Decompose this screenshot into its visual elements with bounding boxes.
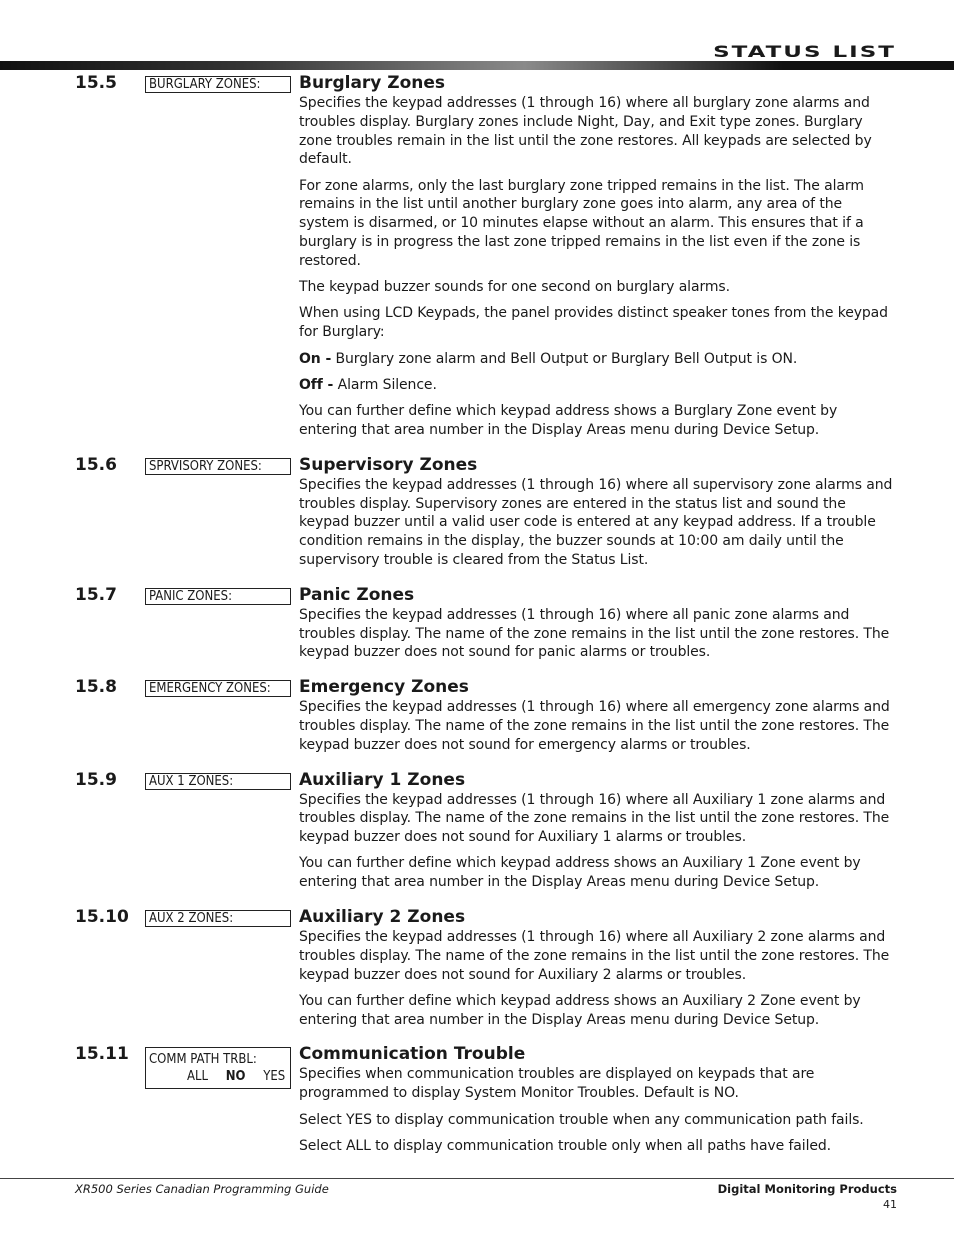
paragraph: You can further define which keypad address shows an Auxiliary 2 Zone event by entering that area number in the Display Areas menu during Device Setup.: [299, 992, 861, 1028]
section-auxiliary-2-zones: [0, 906, 954, 1029]
section-number: 15.9: [75, 769, 117, 790]
section-body: [299, 906, 894, 1029]
prompt-option-no-selected: NO: [225, 1069, 246, 1085]
section-body: [299, 72, 894, 440]
option-term: On -: [299, 350, 332, 367]
section-number: 15.5: [75, 73, 117, 93]
page-number: 41: [883, 1198, 897, 1211]
section-body: [299, 1043, 894, 1155]
paragraph: Specifies the keypad addresses (1 through 16) where all panic zone alarms and troubles display. The name of the zone remains in the list until the zone restores. The keypad buzzer does not sound for panic alarms or troubles.: [299, 606, 890, 661]
section-auxiliary-1-zones: [0, 769, 954, 892]
prompt-option-all: ALL: [187, 1069, 209, 1085]
prompt-option-yes: YES: [263, 1069, 286, 1085]
option-off: [299, 376, 894, 395]
paragraph: Select YES to display communication trouble when any communication path fails.: [299, 1111, 864, 1128]
section-title: Auxiliary 2 Zones: [299, 907, 466, 927]
section-body: [299, 454, 894, 570]
section-number: 15.11: [75, 1044, 129, 1065]
section-title: Auxiliary 1 Zones: [299, 769, 466, 790]
option-term: Off -: [299, 376, 334, 393]
section-supervisory-zones: [0, 454, 954, 570]
paragraph: Select ALL to display communication trouble only when all paths have failed.: [299, 1137, 832, 1154]
section-title: Communication Trouble: [299, 1044, 526, 1065]
footer-rule: [0, 1178, 954, 1179]
paragraph: Specifies the keypad addresses (1 through 16) where all burglary zone alarms and troubles display. Burglary zones include Night, Day, and Exit type zones. Burglary zone troubles remain in the list until the zone restores. All keypads are selected by default.: [299, 95, 872, 168]
keypad-prompt-box: PANIC ZONES:: [145, 588, 291, 605]
paragraph: You can further define which keypad address shows an Auxiliary 1 Zone event by entering that area number in the Display Areas menu during Device Setup.: [299, 855, 861, 891]
footer-guide-title: XR500 Series Canadian Programming Guide: [75, 1182, 329, 1196]
keypad-prompt-box: SPRVISORY ZONES:: [145, 458, 291, 475]
section-title: Supervisory Zones: [299, 454, 478, 475]
prompt-options: [149, 1068, 287, 1085]
paragraph: Specifies when communication troubles are displayed on keypads that are programmed to display System Monitor Troubles. Default is NO.: [299, 1066, 815, 1102]
option-text: Alarm Silence.: [333, 376, 437, 393]
section-title: Panic Zones: [299, 584, 415, 605]
prompt-line: COMM PATH TRBL:: [149, 1052, 257, 1068]
section-number: 15.8: [75, 677, 117, 698]
section-body: [299, 584, 894, 662]
section-number: 15.10: [75, 907, 129, 927]
section-emergency-zones: [0, 676, 954, 754]
paragraph: When using LCD Keypads, the panel provides distinct speaker tones from the keypad for Burglary:: [299, 305, 888, 341]
paragraph: Specifies the keypad addresses (1 through 16) where all Auxiliary 1 zone alarms and troubles display. The name of the zone remains in the list until the zone restores. The keypad buzzer does not sound for Auxiliary 1 alarms or troubles.: [299, 791, 890, 846]
page-header-title: STATUS LIST: [713, 43, 896, 62]
option-text: Burglary zone alarm and Bell Output or Burglary Bell Output is ON.: [331, 350, 798, 367]
paragraph: You can further define which keypad address shows a Burglary Zone event by entering that area number in the Display Areas menu during Device Setup.: [299, 403, 838, 438]
section-number: 15.7: [75, 584, 117, 605]
section-panic-zones: [0, 584, 954, 662]
section-title: Burglary Zones: [299, 73, 446, 93]
section-communication-trouble: [0, 1043, 954, 1155]
section-body: [299, 769, 894, 892]
keypad-prompt-box: AUX 1 ZONES:: [145, 773, 291, 790]
keypad-prompt-box: BURGLARY ZONES:: [145, 76, 291, 93]
paragraph: Specifies the keypad addresses (1 through 16) where all emergency zone alarms and troubles display. The name of the zone remains in the list until the zone restores. The keypad buzzer does not sound for emergency alarms or troubles.: [299, 699, 890, 753]
paragraph: For zone alarms, only the last burglary zone tripped remains in the list. The alarm remains in the list until another burglary zone goes into alarm, any area of the system is disarmed, or 10 minutes elapse without an alarm. This ensures that if a burglary is in progress the last zone tripped remains in the list even if the zone is restored.: [299, 177, 864, 269]
section-burglary-zones: [0, 72, 954, 440]
keypad-prompt-box: EMERGENCY ZONES:: [145, 680, 291, 697]
paragraph: The keypad buzzer sounds for one second on burglary alarms.: [299, 279, 730, 296]
keypad-prompt-box: [145, 1047, 291, 1089]
keypad-prompt-box: AUX 2 ZONES:: [145, 910, 291, 927]
paragraph: Specifies the keypad addresses (1 through 16) where all supervisory zone alarms and troubles display. Supervisory zones are entered in the status list and sound the keypad buzzer until a valid user code is entered at any keypad address. If a trouble condition remains in the display, the buzzer sounds at 10:00 am daily until the supervisory trouble is cleared from the Status List.: [299, 476, 893, 568]
section-number: 15.6: [75, 454, 117, 475]
paragraph: Specifies the keypad addresses (1 through 16) where all Auxiliary 2 zone alarms and troubles display. The name of the zone remains in the list until the zone restores. The keypad buzzer does not sound for Auxiliary 2 alarms or troubles.: [299, 929, 890, 983]
header-rule: [0, 61, 954, 70]
option-on: [299, 350, 894, 369]
page-content: [0, 72, 954, 1170]
section-body: [299, 676, 894, 754]
section-title: Emergency Zones: [299, 677, 469, 698]
footer-company: Digital Monitoring Products: [717, 1182, 897, 1196]
